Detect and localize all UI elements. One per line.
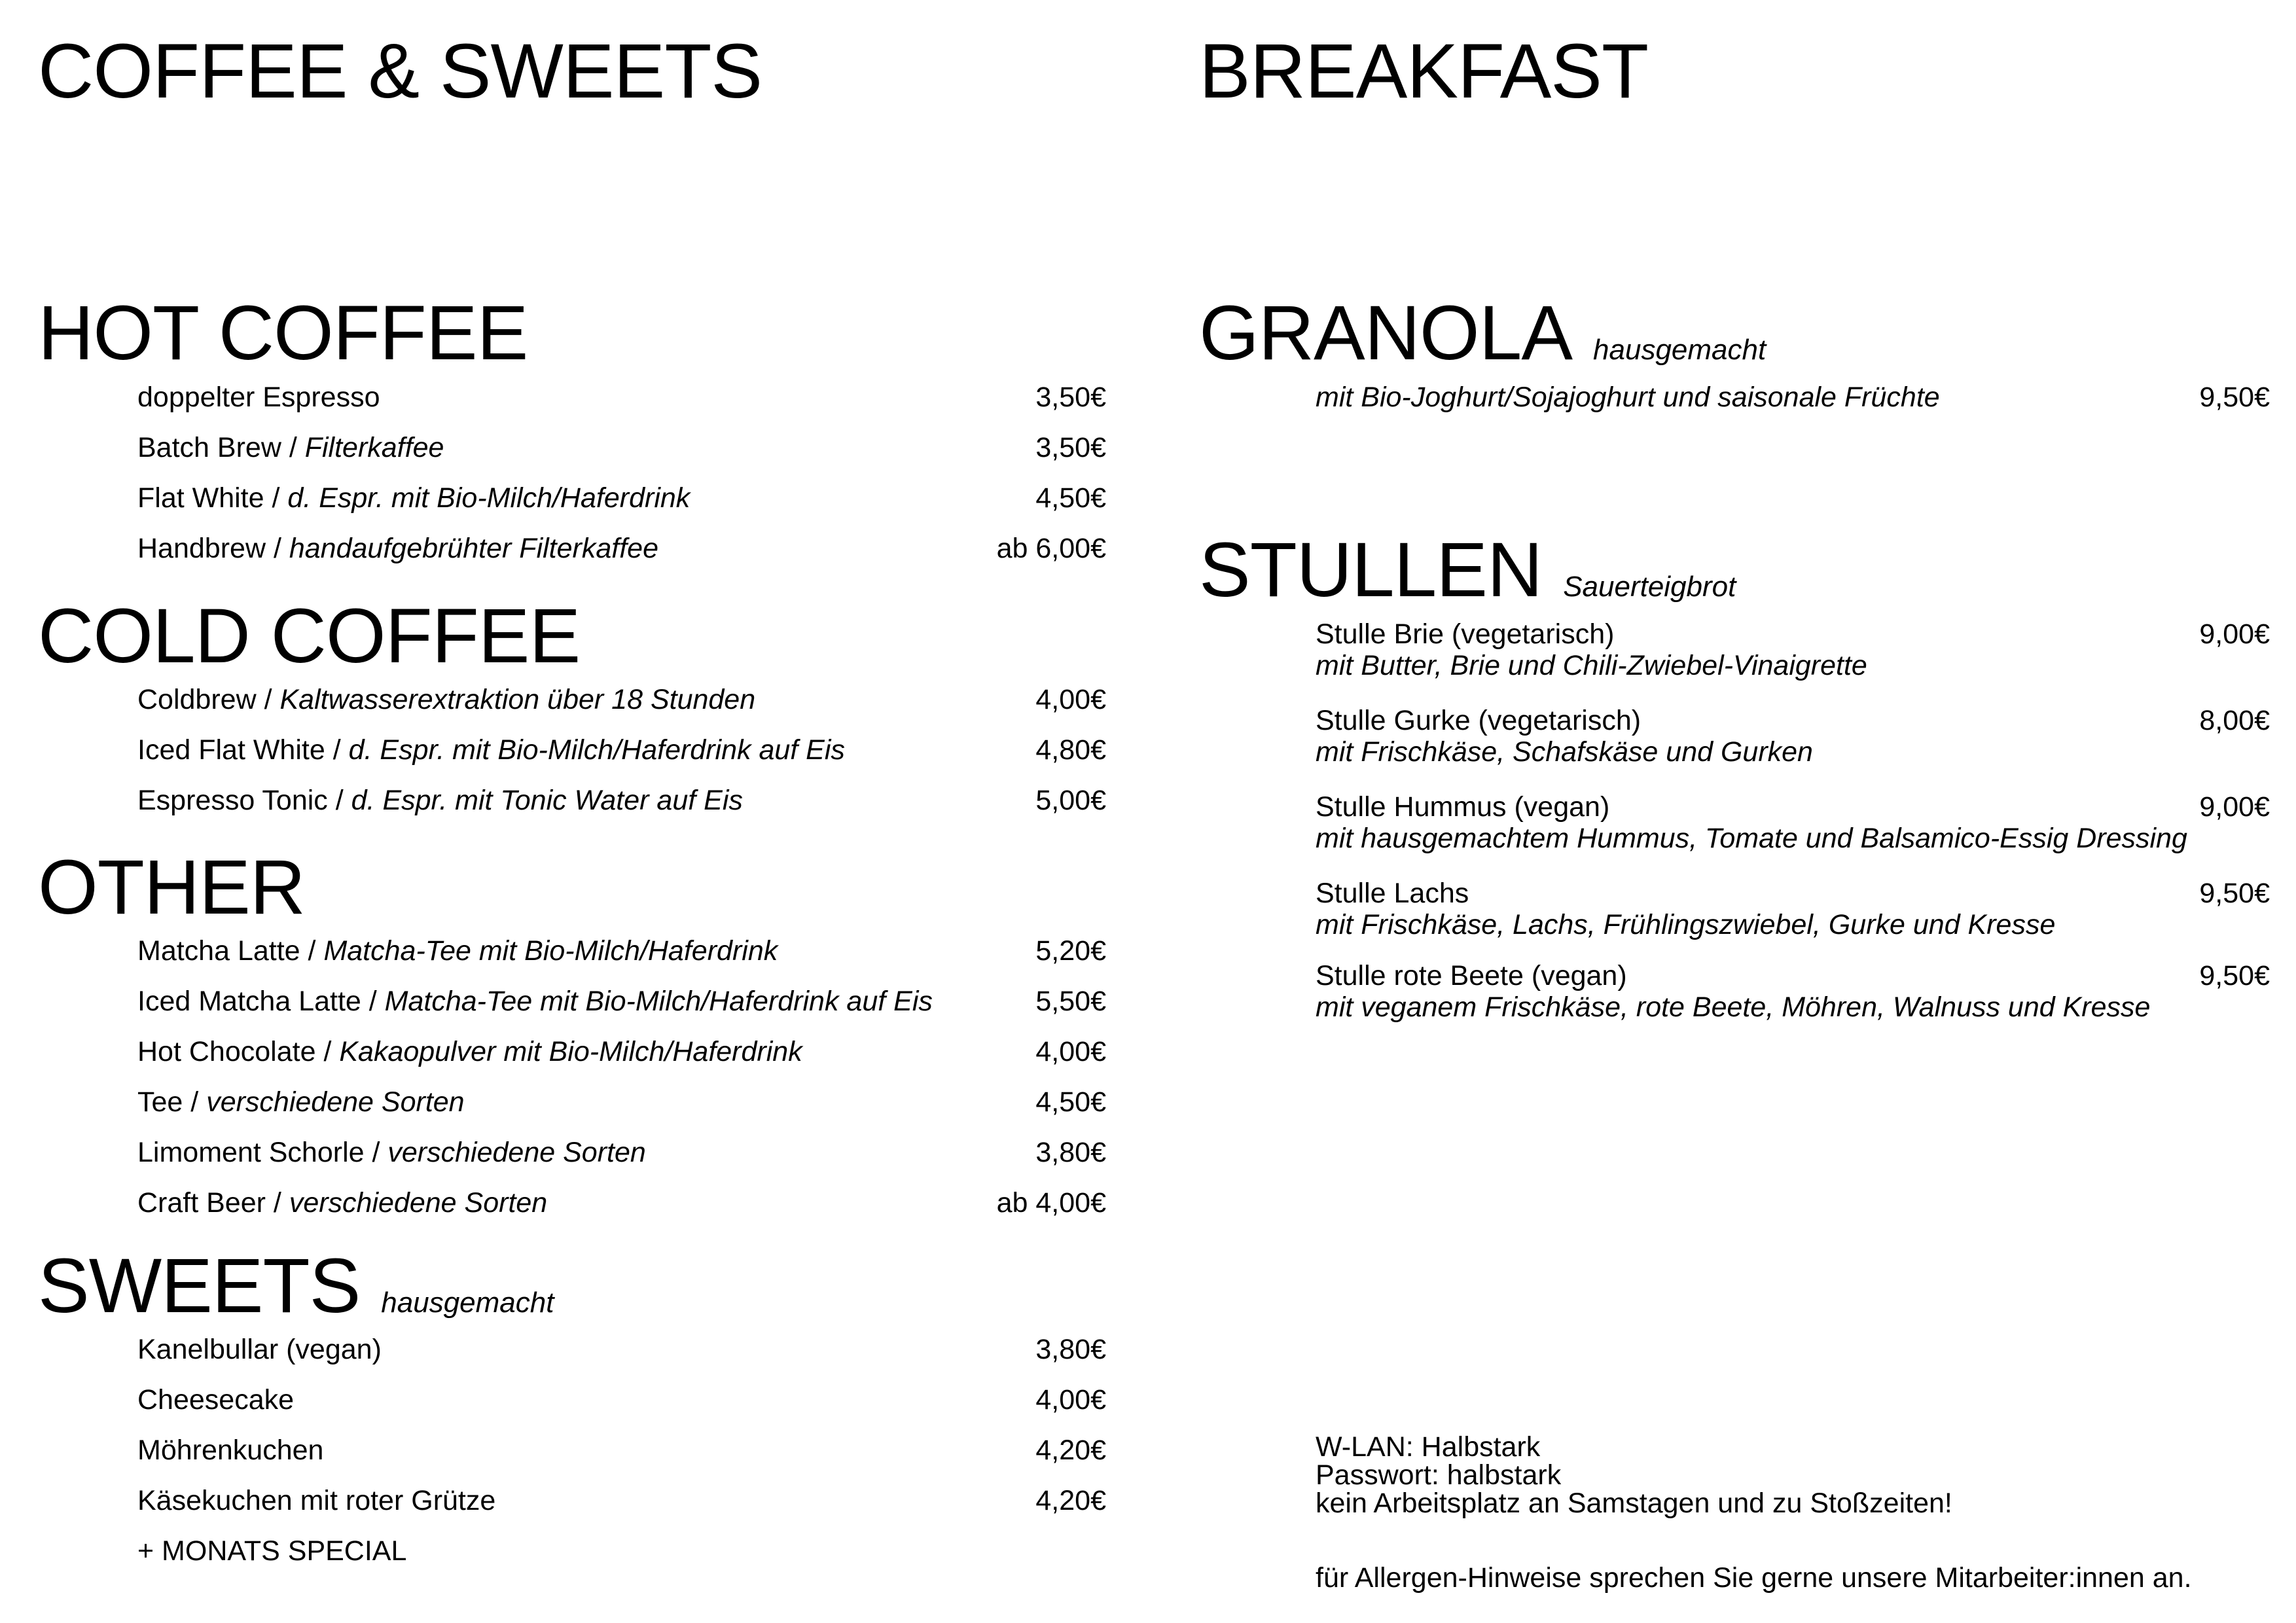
page-title-breakfast: BREAKFAST xyxy=(1199,28,1649,115)
page-title-coffee-sweets: COFFEE & SWEETS xyxy=(38,28,762,115)
item-description: verschiedene Sorten xyxy=(206,1086,465,1118)
item-name: doppelter Espresso xyxy=(137,382,380,413)
item-price: 9,00€ xyxy=(2199,791,2270,823)
item-name: Stulle Brie (vegetarisch) xyxy=(1316,618,1615,650)
item-price: 5,50€ xyxy=(1035,986,1106,1017)
item-price: 4,00€ xyxy=(1035,684,1106,715)
section-title-granola: GRANOLA hausgemacht xyxy=(1199,290,1767,376)
item-description: d. Espr. mit Bio-Milch/Haferdrink auf Eis xyxy=(348,734,845,766)
menu-item: Batch Brew / Filterkaffee xyxy=(137,432,444,463)
item-name: Espresso Tonic xyxy=(137,785,328,816)
item-price: 9,50€ xyxy=(2199,878,2270,909)
item-price: 4,00€ xyxy=(1035,1384,1106,1416)
menu-item: Craft Beer / verschiedene Sorten xyxy=(137,1187,548,1219)
item-price: 8,00€ xyxy=(2199,705,2270,736)
password-info: Passwort: halbstark xyxy=(1316,1459,1562,1491)
item-name: Käsekuchen mit roter Grütze xyxy=(137,1485,496,1516)
item-price: 4,00€ xyxy=(1035,1036,1106,1067)
item-name: Handbrew xyxy=(137,533,266,564)
item-name: Iced Flat White xyxy=(137,734,325,766)
item-price: 4,50€ xyxy=(1035,482,1106,514)
menu-item: Matcha Latte / Matcha-Tee mit Bio-Milch/Haferdrink xyxy=(137,935,778,967)
section-title-hot-coffee: HOT COFFEE xyxy=(38,290,528,376)
menu-item: Iced Flat White / d. Espr. mit Bio-Milch/Haferdrink auf Eis xyxy=(137,734,845,766)
menu-item xyxy=(137,1386,294,1414)
menu-item: Handbrew / handaufgebrühter Filterkaffee xyxy=(137,533,658,564)
item-price: 4,20€ xyxy=(1035,1435,1106,1466)
menu-item: Coldbrew / Kaltwasserextraktion über 18 Stunden xyxy=(137,684,756,715)
item-description: mit Bio-Joghurt/Sojajoghurt und saisonale Früchte xyxy=(1316,382,1940,413)
item-name: Stulle Lachs xyxy=(1316,878,1469,909)
section-title-stullen: STULLEN Sauerteigbrot xyxy=(1199,527,1736,613)
item-name: Craft Beer xyxy=(137,1187,266,1219)
section-title-other: OTHER xyxy=(38,844,305,931)
item-price: ab 4,00€ xyxy=(996,1187,1106,1219)
item-name: Matcha Latte xyxy=(137,935,300,967)
section-title-sweets: SWEETS hausgemacht xyxy=(38,1243,554,1329)
item-description: verschiedene Sorten xyxy=(387,1137,646,1168)
item-price: 5,00€ xyxy=(1035,785,1106,816)
item-name: Tee xyxy=(137,1086,183,1118)
menu-item xyxy=(137,383,380,412)
menu-item: Tee / verschiedene Sorten xyxy=(137,1086,465,1118)
item-description: Kakaopulver mit Bio-Milch/Haferdrink xyxy=(339,1036,802,1067)
item-description: Matcha-Tee mit Bio-Milch/Haferdrink xyxy=(323,935,778,967)
item-name: Kanelbullar (vegan) xyxy=(137,1334,382,1365)
menu-item: Iced Matcha Latte / Matcha-Tee mit Bio-Milch/Haferdrink auf Eis xyxy=(137,986,933,1017)
item-name: + MONATS SPECIAL xyxy=(137,1535,407,1567)
item-description: verschiedene Sorten xyxy=(289,1187,548,1219)
menu-item: Espresso Tonic / d. Espr. mit Tonic Water auf Eis xyxy=(137,785,743,816)
item-price: 9,50€ xyxy=(2199,382,2270,413)
item-description: d. Espr. mit Tonic Water auf Eis xyxy=(351,785,743,816)
item-name: Flat White xyxy=(137,482,264,514)
item-description: mit Frischkäse, Lachs, Frühlingszwiebel, Gurke und Kresse xyxy=(1316,909,2056,940)
item-price: 5,20€ xyxy=(1035,935,1106,967)
item-name: Hot Chocolate xyxy=(137,1036,316,1067)
item-description: d. Espr. mit Bio-Milch/Haferdrink xyxy=(287,482,691,514)
item-name: Limoment Schorle xyxy=(137,1137,365,1168)
section-subtitle: hausgemacht xyxy=(1593,334,1767,366)
item-name: Iced Matcha Latte xyxy=(137,986,361,1017)
item-description: mit veganem Frischkäse, rote Beete, Möhren, Walnuss und Kresse xyxy=(1316,991,2151,1023)
item-price: ab 6,00€ xyxy=(996,533,1106,564)
item-name: Cheesecake xyxy=(137,1384,295,1416)
wlan-info: W-LAN: Halbstark xyxy=(1316,1431,1541,1463)
item-price: 3,50€ xyxy=(1035,382,1106,413)
menu-item xyxy=(137,1487,495,1515)
section-subtitle: hausgemacht xyxy=(381,1287,554,1319)
monats-special xyxy=(137,1537,406,1565)
item-price: 9,50€ xyxy=(2199,960,2270,991)
item-name: Batch Brew xyxy=(137,432,281,463)
menu-item: Limoment Schorle / verschiedene Sorten xyxy=(137,1137,646,1168)
menu-item: Hot Chocolate / Kakaopulver mit Bio-Milch/Haferdrink xyxy=(137,1036,802,1067)
item-description: Kaltwasserextraktion über 18 Stunden xyxy=(279,684,756,715)
item-description: handaufgebrühter Filterkaffee xyxy=(289,533,658,564)
item-price: 4,80€ xyxy=(1035,734,1106,766)
item-price: 9,00€ xyxy=(2199,618,2270,650)
item-price: 3,80€ xyxy=(1035,1334,1106,1365)
section-title-cold-coffee: COLD COFFEE xyxy=(38,593,581,679)
item-name: Stulle rote Beete (vegan) xyxy=(1316,960,1627,991)
item-description: mit hausgemachtem Hummus, Tomate und Balsamico-Essig Dressing xyxy=(1316,823,2187,854)
allergen-notice: für Allergen-Hinweise sprechen Sie gerne unsere Mitarbeiter:innen an. xyxy=(1316,1562,2192,1594)
item-description: Matcha-Tee mit Bio-Milch/Haferdrink auf Eis xyxy=(384,986,933,1017)
item-price: 4,50€ xyxy=(1035,1086,1106,1118)
item-description: mit Frischkäse, Schafskäse und Gurken xyxy=(1316,736,1813,768)
menu-item xyxy=(137,1436,323,1465)
item-description: mit Butter, Brie und Chili-Zwiebel-Vinaigrette xyxy=(1316,650,1867,681)
item-price: 3,50€ xyxy=(1035,432,1106,463)
item-name: Möhrenkuchen xyxy=(137,1435,324,1466)
item-name: Stulle Gurke (vegetarisch) xyxy=(1316,705,1641,736)
item-description: Filterkaffee xyxy=(304,432,444,463)
workplace-notice: kein Arbeitsplatz an Samstagen und zu Stoßzeiten! xyxy=(1316,1488,1952,1519)
section-subtitle: Sauerteigbrot xyxy=(1563,571,1736,603)
item-name: Coldbrew xyxy=(137,684,257,715)
item-price: 4,20€ xyxy=(1035,1485,1106,1516)
menu-item: Flat White / d. Espr. mit Bio-Milch/Haferdrink xyxy=(137,482,691,514)
item-price: 3,80€ xyxy=(1035,1137,1106,1168)
menu-item xyxy=(137,1336,382,1364)
item-name: Stulle Hummus (vegan) xyxy=(1316,791,1610,823)
